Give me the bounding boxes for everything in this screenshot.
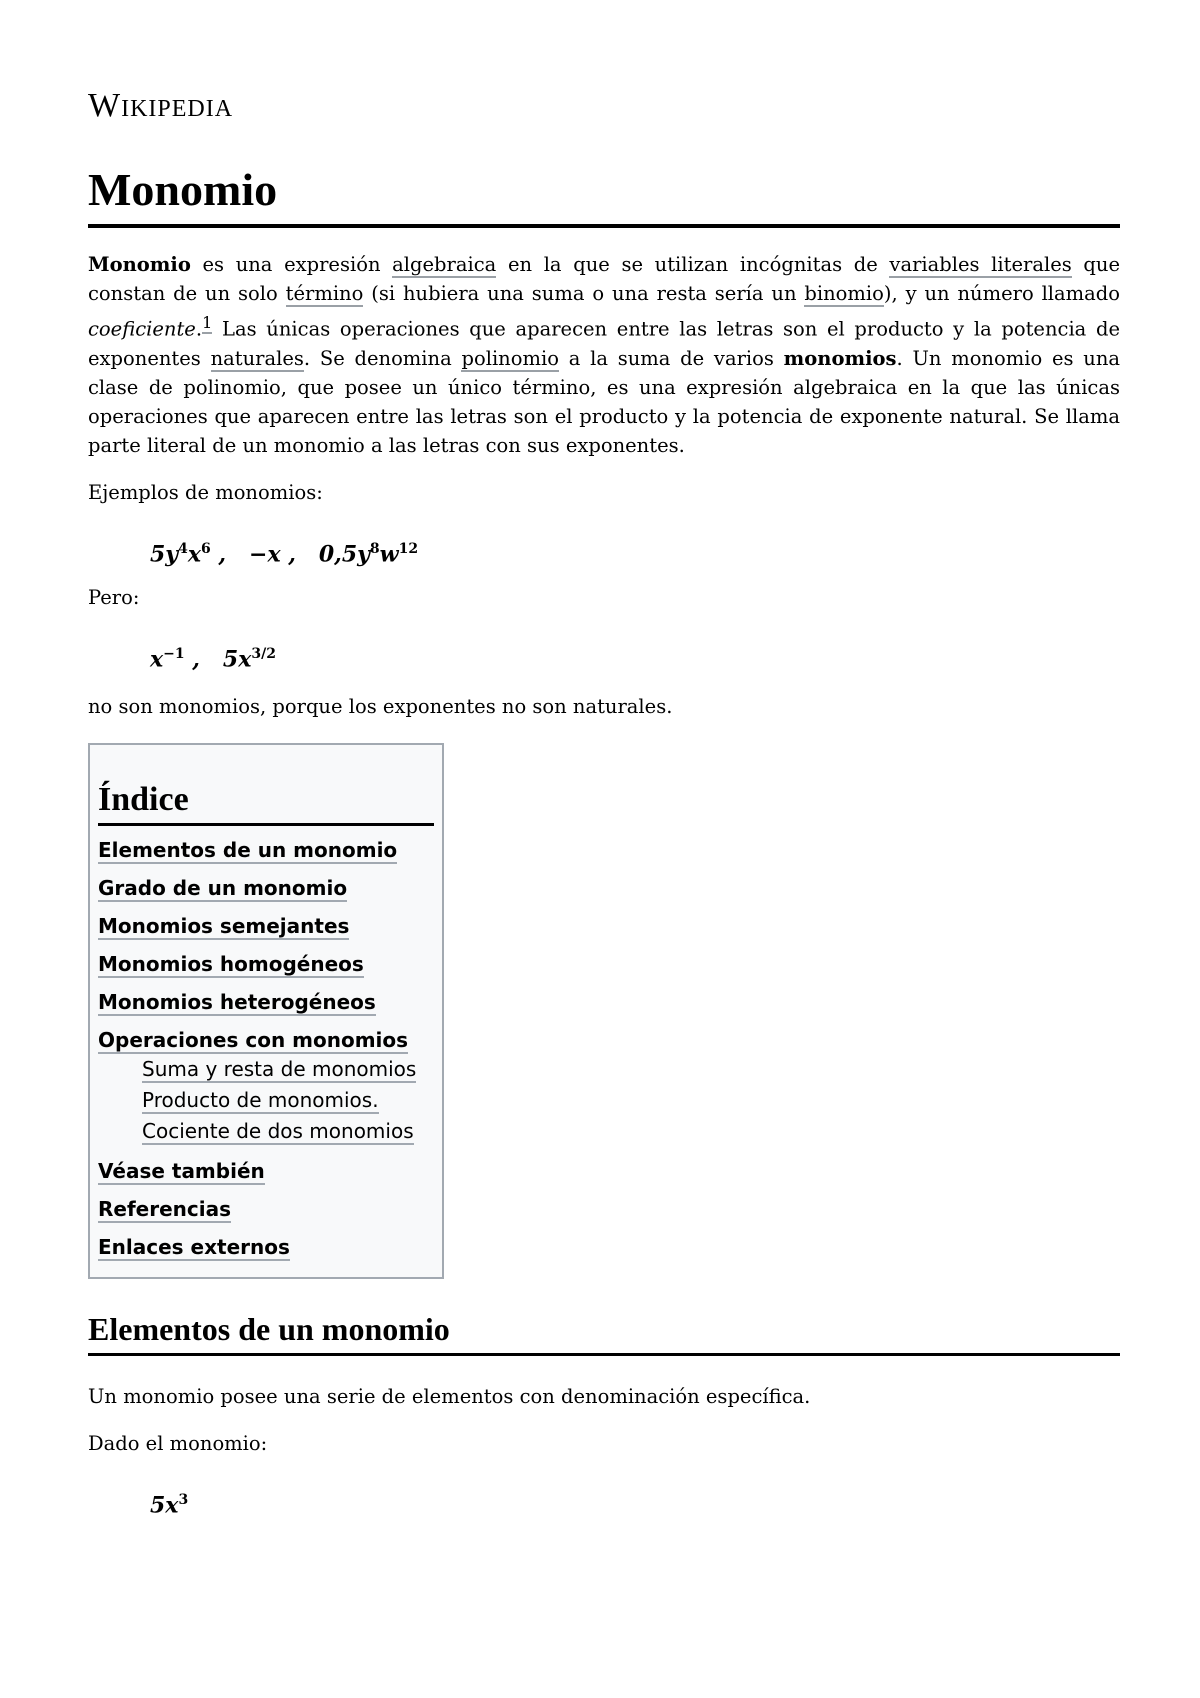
math-exponent: 6 [200,540,211,557]
link-variables-literales[interactable]: variables literales [889,253,1072,276]
toc-item-label: Elementos de un monomio [98,837,398,862]
text: es una expresión [190,253,393,276]
math-exponent: −1 [163,645,185,662]
pero-label: Pero: [88,585,140,609]
math-exponent: 3/2 [251,645,276,662]
math-exponent: 4 [178,540,188,557]
table-of-contents [88,743,444,1279]
math-term: x [150,645,164,672]
math-term: x [187,540,201,567]
toc-item-enlaces-externos[interactable] [98,1233,434,1261]
text: en la que se utilizan incógnitas de [496,253,890,276]
section1-dado: Dado el monomio: [88,1432,268,1456]
math-examples [150,529,1120,569]
text: que constan de un solo [88,253,1121,305]
math-term: 5y [150,540,179,567]
italic-term: coeficiente [88,317,196,341]
toc-subitem-producto[interactable] [142,1085,434,1116]
toc-subitem-label: Suma y resta de monomios [142,1056,417,1081]
toc-item-label: Véase también [98,1158,265,1183]
toc-item-vease-tambien[interactable] [98,1157,434,1185]
text: a la suma de varios [558,346,784,370]
toc-item-label: Grado de un monomio [98,875,348,900]
math-counterexamples [150,634,1120,674]
not-monomios-text: no son monomios, porque los exponentes no son naturales. [88,694,673,718]
examples-label: Ejemplos de monomios: [88,480,323,504]
math-exponent: 3 [178,1492,189,1509]
toc-item-label: Monomios homogéneos [98,951,364,976]
text: (si hubiera una suma o una resta sería un [363,282,805,305]
toc-item-label: Monomios heterogéneos [98,989,376,1014]
toc-subitem-cociente[interactable] [142,1116,434,1147]
link-naturales[interactable]: naturales [210,346,304,370]
intro-paragraph [88,250,1120,460]
toc-subitem-label: Producto de monomios. [142,1087,379,1112]
math-term: w [379,540,399,567]
wikipedia-wordmark[interactable]: Wikipedia [88,87,234,124]
bold-term: Monomio [88,253,191,276]
math-term: , −x , 0,5y [210,540,370,567]
link-binomio[interactable]: binomio [804,282,884,305]
toc-item-homogeneos[interactable] [98,950,434,978]
math-dado [150,1480,1120,1520]
page [88,78,1120,1520]
math-term: 5x [150,1492,179,1519]
math-exponent: 12 [398,540,419,557]
reference-link[interactable]: 1 [202,313,213,332]
toc-item-label: Operaciones con monomios [98,1027,409,1052]
toc-item-label: Monomios semejantes [98,913,350,938]
text: Las únicas operaciones que aparecen entre las letras son el producto y la potencia de exponentes [88,317,1120,370]
toc-item-elementos[interactable] [98,836,434,864]
toc-item-grado[interactable] [98,874,434,902]
toc-title: Índice [98,779,434,826]
link-algebraica[interactable]: algebraica [392,253,497,276]
toc-item-referencias[interactable] [98,1195,434,1223]
toc-item-label: Referencias [98,1196,232,1221]
toc-item-operaciones[interactable] [98,1026,434,1054]
text: . [195,317,203,341]
toc-subitem-suma-resta[interactable] [142,1054,434,1085]
math-exponent: 8 [369,540,380,557]
bold-term: monomios [783,346,897,370]
link-polinomio[interactable]: polinomio [461,346,559,370]
link-termino[interactable]: término [285,282,364,305]
toc-item-heterogeneos[interactable] [98,988,434,1016]
text: . Un monomio es una clase de polinomio, que posee un único término, es una expresión algebraica en la que las únicas operaciones que aparecen entre las letras son el producto y la potencia de exponente natural. Se llama parte literal de un monomio a las letras con sus exponentes. [88,346,1121,457]
section1-paragraph: Un monomio posee una serie de elementos con denominación específica. [88,1385,811,1409]
math-term: , 5x [184,645,252,672]
text: . Se denomina [303,346,462,370]
section-heading-elementos: Elementos de un monomio [88,1309,1120,1356]
toc-subitem-label: Cociente de dos monomios [142,1118,414,1143]
toc-item-semejantes[interactable] [98,912,434,940]
text: ), y un número llamado [883,282,1121,305]
page-title: Monomio [88,162,1120,228]
toc-item-label: Enlaces externos [98,1234,290,1259]
